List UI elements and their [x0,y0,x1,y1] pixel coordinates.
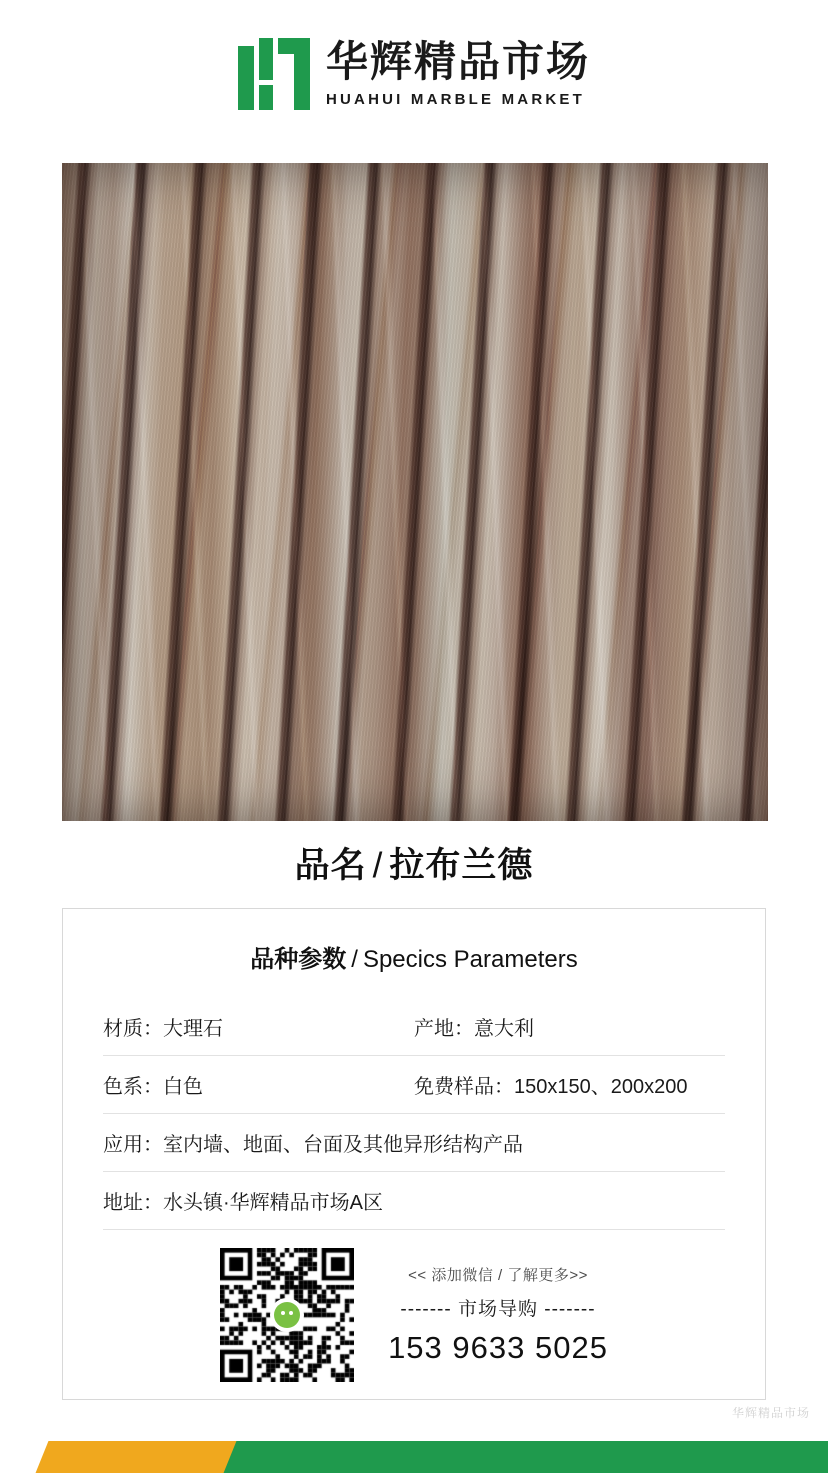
wechat-icon [270,1298,304,1332]
param-address [103,1186,725,1215]
product-label: 品名 [294,846,367,885]
parameters-heading-separator: / [351,946,358,973]
param-value: 白色 [163,1076,203,1098]
parameters-heading-cn: 品种参数 [250,946,347,973]
wechat-qr-code[interactable] [220,1248,354,1382]
param-value: 意大利 [474,1018,534,1040]
footer-bar-green [224,1441,828,1473]
table-row [103,1172,725,1230]
param-material [103,1012,414,1041]
product-name: 拉布兰德 [389,846,534,885]
table-row [103,998,725,1056]
footer-watermark: 华辉精品市场 [731,1406,810,1420]
page-header [0,0,828,148]
param-label: 免费样品： [414,1076,514,1098]
parameters-heading-en: Specics Parameters [362,946,578,973]
param-application [103,1128,725,1157]
brand-name-en: HUAHUI MARBLE MARKET [325,91,585,109]
contact-wechat-note: << 添加微信 / 了解更多>> [408,1267,588,1284]
param-origin [414,1012,725,1041]
contact-phone[interactable]: 153 9633 5025 [388,1330,608,1365]
contact-guide-note: ------- 市场导购 ------- [400,1299,596,1320]
param-label: 地址： [103,1192,163,1214]
contact-text [388,1264,608,1366]
title-separator: / [372,846,384,885]
parameters-heading [63,939,765,974]
brand-logo [238,38,590,110]
param-label: 材质： [103,1018,163,1040]
param-label: 色系： [103,1076,163,1098]
table-row [103,1114,725,1172]
param-value: 水头镇·华辉精品市场A区 [163,1192,383,1214]
param-value: 室内墙、地面、台面及其他异形结构产品 [163,1134,523,1156]
param-free-sample [414,1070,725,1099]
brand-text [325,37,590,109]
param-color [103,1070,414,1099]
huahui-logo-icon [238,38,310,110]
brand-name-cn: 华辉精品市场 [325,37,590,85]
page-title [0,838,828,888]
param-value: 150x150、200x200 [514,1076,688,1098]
param-label: 应用： [103,1134,163,1156]
contact-block [62,1248,766,1382]
param-value: 大理石 [163,1018,223,1040]
param-label: 产地： [414,1018,474,1040]
parameters-list [103,998,725,1230]
table-row [103,1056,725,1114]
marble-slab-image [62,163,768,821]
page-footer [0,1429,828,1473]
